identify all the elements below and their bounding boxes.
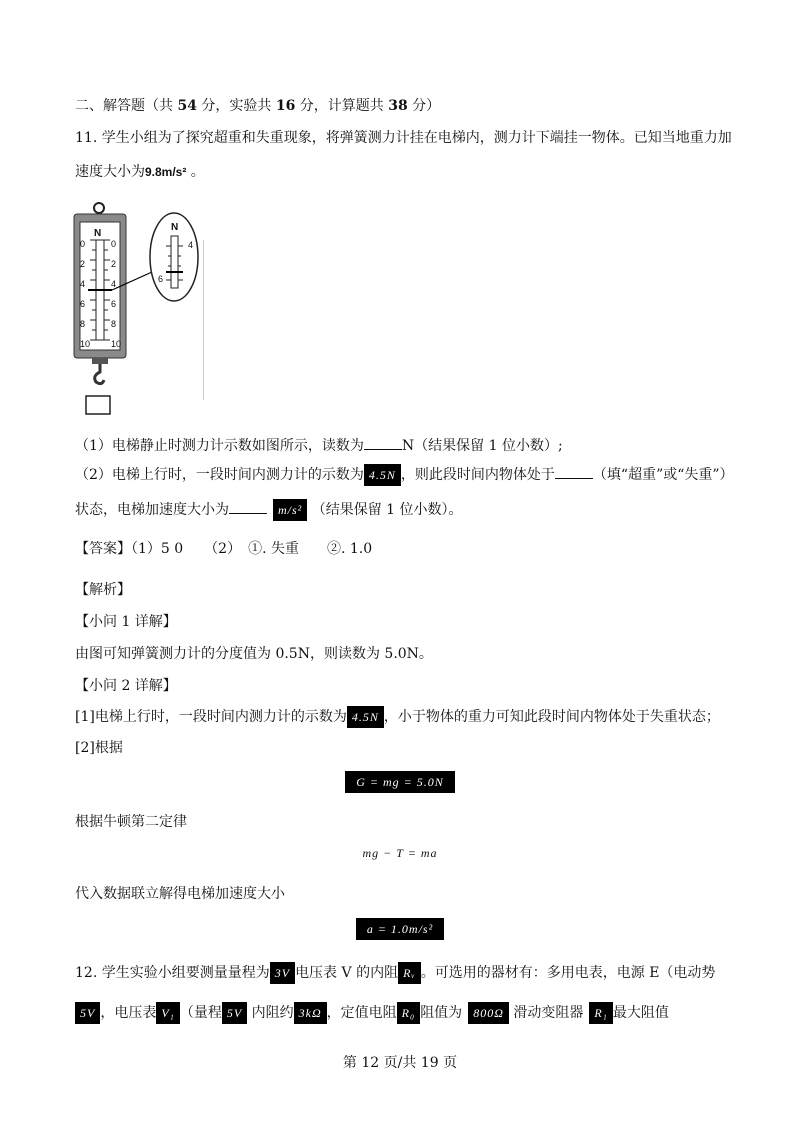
newton-law-text: 根据牛顿第二定律 xyxy=(75,814,187,830)
v1-symbol: V₁ xyxy=(156,1002,180,1024)
equation-2: mg − T = ma xyxy=(362,846,438,860)
zoom-tick-6: 6 xyxy=(158,274,164,284)
rl-symbol: R₁ xyxy=(589,1002,613,1024)
reading-4-5n: 4.5N xyxy=(364,464,401,486)
answer-blank-3 xyxy=(229,499,267,514)
g-value: 9.8m/s² xyxy=(145,165,187,179)
sub-question-1-text: 由图可知弹簧测力计的分度值为 0.5N，则读数为 5.0N。 xyxy=(75,646,433,662)
q11-part2: （2）电梯上行时，一段时间内测力计的示数为 4.5N ，则此段时间内物体处于 （填“超重”或“失重”） xyxy=(75,464,734,486)
q12-line2: 5V ，电压表 V₁ （量程 5V 内阻约 3kΩ ，定值电阻 R₀ 阻值为 800Ω 滑动变阻器 R₁ 最大阻值 xyxy=(75,1002,669,1024)
sub-question-1-label: 【小问 1 详解】 xyxy=(75,614,177,630)
section-header: 二、解答题（共 54 分，实验共 16 分，计算题共 38 分） xyxy=(75,98,441,114)
unit-ms2: m/s² xyxy=(273,499,307,521)
rv-symbol: Rᵥ xyxy=(398,962,421,984)
r0-symbol: R₀ xyxy=(397,1002,421,1024)
v1-range: 5V xyxy=(222,1002,247,1024)
spring-scale-figure xyxy=(70,200,210,420)
equation-1: G = mg = 5.0N xyxy=(0,771,800,793)
scale-left-labels: 0 2 4 6 8 10 xyxy=(80,239,91,349)
zoom-tick-4: 4 xyxy=(188,240,194,250)
range-3v: 3V xyxy=(270,962,295,984)
sub-question-2-text-b: [2]根据 xyxy=(75,740,123,756)
r1-3k: 3kΩ xyxy=(294,1002,327,1024)
sub-question-2-label: 【小问 2 详解】 xyxy=(75,678,177,694)
r0-value: 800Ω xyxy=(468,1002,509,1024)
q11-part1: （1）电梯静止时测力计示数如图所示，读数为 N（结果保留 1 位小数）; xyxy=(75,435,563,456)
analysis-label: 【解析】 xyxy=(75,582,131,598)
q11-part3: 状态，电梯加速度大小为 m/s² （结果保留 1 位小数）。 xyxy=(75,499,463,521)
answer-line: 【答案】（1）5 0 （2） ①. 失重 ②. 1.0 xyxy=(75,541,373,557)
sub-question-2-text-a: [1]电梯上行时，一段时间内测力计的示数为 4.5N ，小于物体的重力可知此段时间内物体处于失重状态； xyxy=(75,706,720,728)
zoom-unit: N xyxy=(171,222,179,233)
figure-border xyxy=(203,240,204,400)
scale-unit: N xyxy=(94,228,102,239)
answer-blank-2 xyxy=(555,464,593,479)
q12-line1: 12. 学生实验小组要测量量程为 3V 电压表 V 的内阻 Rᵥ 。可选用的器材有：多用电表，电源 E（电动势 xyxy=(75,962,715,984)
solve-text: 代入数据联立解得电梯加速度大小 xyxy=(75,886,285,902)
equation-3: a = 1.0m/s² xyxy=(0,918,800,940)
answer-blank-1 xyxy=(364,435,402,450)
emf-5v: 5V xyxy=(75,1002,100,1024)
q11-stem-line1: 11. 学生小组为了探究超重和失重现象，将弹簧测力计挂在电梯内，测力计下端挂一物体。已知当地重力加 xyxy=(75,130,732,146)
page-footer: 第 12 页/共 19 页 xyxy=(342,1055,458,1071)
q11-stem-line2: 速度大小为9.8m/s² 。 xyxy=(75,164,205,180)
reading-4-5n-2: 4.5N xyxy=(347,706,384,728)
scale-right-labels: 0 2 4 6 8 10 xyxy=(111,239,122,349)
